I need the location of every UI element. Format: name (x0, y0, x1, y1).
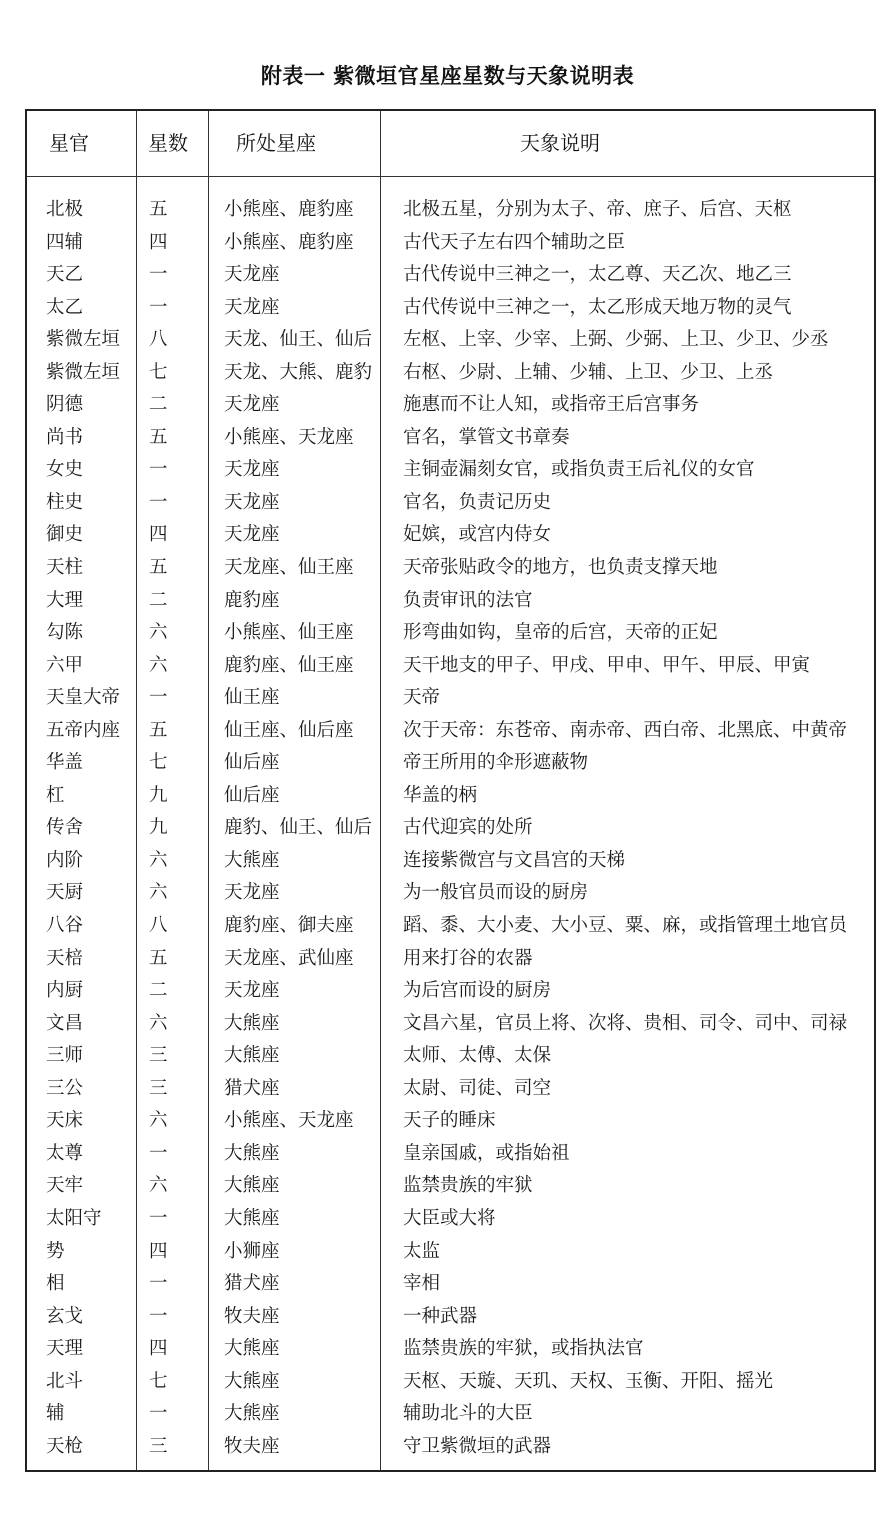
star-official-cell: 天床 (46, 1110, 84, 1132)
star-count-cell: 一 (149, 1207, 168, 1229)
constellation-cell: 天龙、大熊、鹿豹 (224, 361, 373, 383)
star-official-cell: 太尊 (46, 1142, 84, 1164)
constellation-cell: 小熊座、鹿豹座 (224, 231, 354, 253)
star-count-cell: 一 (149, 1305, 168, 1327)
description-cell: 天枢、天璇、天玑、天权、玉衡、开阳、摇光 (403, 1370, 774, 1392)
star-official-cell: 大理 (46, 589, 84, 611)
table-row (27, 389, 874, 422)
star-official-cell: 四辅 (46, 231, 84, 253)
star-count-cell: 六 (149, 849, 168, 871)
star-count-cell: 七 (149, 752, 168, 774)
star-count-cell: 五 (149, 426, 168, 448)
star-official-cell: 天乙 (46, 264, 84, 286)
description-cell: 官名，负责记历史 (403, 491, 552, 513)
table-row (27, 910, 874, 943)
table-row (27, 487, 874, 520)
star-count-cell: 四 (149, 524, 168, 546)
star-official-cell: 阴德 (46, 394, 84, 416)
star-count-cell: 一 (149, 491, 168, 513)
table-row (27, 1170, 874, 1203)
constellation-cell: 天龙座 (224, 980, 280, 1002)
star-official-cell: 势 (46, 1240, 65, 1262)
table-row (27, 975, 874, 1008)
description-cell: 用来打谷的农器 (403, 947, 533, 969)
star-official-cell: 紫微左垣 (46, 329, 121, 351)
description-cell: 天帝张贴政令的地方，也负责支撑天地 (403, 557, 718, 579)
table-row (27, 812, 874, 845)
star-count-cell: 五 (149, 947, 168, 969)
star-count-cell: 一 (149, 1273, 168, 1295)
star-official-cell: 御史 (46, 524, 84, 546)
table-row (27, 1040, 874, 1073)
description-cell: 施惠而不让人知，或指帝王后宫事务 (403, 394, 700, 416)
star-count-cell: 四 (149, 231, 168, 253)
table-row (27, 227, 874, 260)
constellation-cell: 鹿豹座、仙王座 (224, 654, 354, 676)
header-star-official: 星官 (49, 131, 89, 155)
star-official-cell: 辅 (46, 1403, 65, 1425)
star-official-cell: 文昌 (46, 1012, 84, 1034)
constellation-cell: 天龙座 (224, 491, 280, 513)
header-description: 天象说明 (520, 131, 600, 155)
constellation-cell: 牧夫座 (224, 1435, 280, 1457)
star-count-cell: 五 (149, 199, 168, 220)
constellation-cell: 天龙座 (224, 296, 280, 318)
star-count-cell: 六 (149, 882, 168, 904)
star-official-cell: 天柱 (46, 557, 84, 579)
constellation-cell: 大熊座 (224, 1012, 280, 1034)
constellation-cell: 仙王座、仙后座 (224, 719, 354, 741)
constellation-cell: 鹿豹座、御夫座 (224, 915, 354, 937)
star-official-cell: 传舍 (46, 817, 84, 839)
table-row (27, 519, 874, 552)
header-constellation: 所处星座 (236, 131, 316, 155)
star-count-cell: 六 (149, 1110, 168, 1132)
description-cell: 天子的睡床 (403, 1110, 496, 1132)
header-star-count: 星数 (148, 131, 188, 155)
star-count-cell: 八 (149, 329, 168, 351)
star-count-cell: 二 (149, 980, 168, 1002)
description-cell: 辅助北斗的大臣 (403, 1403, 533, 1425)
star-official-cell: 玄戈 (46, 1305, 84, 1327)
star-count-cell: 一 (149, 264, 168, 286)
constellation-cell: 天龙座 (224, 524, 280, 546)
constellation-cell: 天龙座、武仙座 (224, 947, 354, 969)
description-cell: 皇亲国戚，或指始祖 (403, 1142, 570, 1164)
star-count-cell: 六 (149, 1012, 168, 1034)
description-cell: 右枢、少尉、上辅、少辅、上卫、少卫、上丞 (403, 361, 774, 383)
star-official-cell: 三师 (46, 1045, 84, 1067)
description-cell: 天干地支的甲子、甲戌、甲申、甲午、甲辰、甲寅 (403, 654, 811, 676)
star-official-cell: 五帝内座 (46, 719, 121, 741)
description-cell: 太尉、司徒、司空 (403, 1077, 552, 1099)
constellation-cell: 猎犬座 (224, 1273, 280, 1295)
star-count-cell: 四 (149, 1240, 168, 1262)
table-row (27, 845, 874, 878)
description-cell: 天帝 (403, 687, 441, 709)
table-row (27, 747, 874, 780)
constellation-cell: 大熊座 (224, 1045, 280, 1067)
table-row (27, 292, 874, 325)
star-count-cell: 八 (149, 915, 168, 937)
star-official-cell: 北斗 (46, 1370, 84, 1392)
star-official-cell: 三公 (46, 1077, 84, 1099)
constellation-cell: 鹿豹座 (224, 589, 280, 611)
star-official-cell: 天厨 (46, 882, 84, 904)
star-count-cell: 一 (149, 296, 168, 318)
star-official-cell: 太乙 (46, 296, 84, 318)
description-cell: 为后宫而设的厨房 (403, 980, 552, 1002)
table-row (27, 1105, 874, 1138)
star-official-cell: 华盖 (46, 752, 84, 774)
constellation-cell: 大熊座 (224, 1370, 280, 1392)
description-cell: 守卫紫微垣的武器 (403, 1435, 552, 1457)
table-row (27, 1268, 874, 1301)
table-body (27, 194, 874, 1463)
description-cell: 古代传说中三神之一，太乙形成天地万物的灵气 (403, 296, 792, 318)
description-cell: 妃嫔，或宫内侍女 (403, 524, 552, 546)
description-cell: 官名，掌管文书章奏 (403, 426, 570, 448)
star-official-cell: 相 (46, 1273, 65, 1295)
constellation-cell: 大熊座 (224, 1175, 280, 1197)
header-divider (27, 176, 874, 177)
table-row (27, 454, 874, 487)
description-cell: 太监 (403, 1240, 441, 1262)
table-row (27, 422, 874, 455)
description-cell: 负责审讯的法官 (403, 589, 533, 611)
constellation-cell: 天龙座 (224, 394, 280, 416)
constellation-cell: 大熊座 (224, 1338, 280, 1360)
table-row (27, 194, 874, 227)
table-row (27, 357, 874, 390)
star-count-cell: 三 (149, 1077, 168, 1099)
star-count-cell: 三 (149, 1045, 168, 1067)
description-cell: 蹈、黍、大小麦、大小豆、粟、麻，或指管理土地官员 (403, 915, 848, 937)
constellation-cell: 仙王座 (224, 687, 280, 709)
constellation-cell: 小熊座、天龙座 (224, 1110, 354, 1132)
constellation-cell: 天龙座、仙王座 (224, 557, 354, 579)
table-row (27, 1236, 874, 1269)
table-row (27, 1431, 874, 1464)
constellation-cell: 天龙座 (224, 264, 280, 286)
table-title: 附表一 紫微垣官星座星数与天象说明表 (260, 64, 635, 88)
description-cell: 古代迎宾的处所 (403, 817, 533, 839)
constellation-cell: 天龙、仙王、仙后 (224, 329, 373, 351)
star-count-cell: 六 (149, 654, 168, 676)
description-cell: 监禁贵族的牢狱 (403, 1175, 533, 1197)
constellation-cell: 鹿豹、仙王、仙后 (224, 817, 373, 839)
table-row (27, 943, 874, 976)
star-official-cell: 勾陈 (46, 622, 84, 644)
star-count-cell: 七 (149, 361, 168, 383)
star-official-cell: 天皇大帝 (46, 687, 121, 709)
star-official-cell: 天枪 (46, 1435, 84, 1457)
star-count-cell: 二 (149, 589, 168, 611)
table-row (27, 715, 874, 748)
star-official-cell: 天牢 (46, 1175, 84, 1197)
constellation-cell: 大熊座 (224, 1142, 280, 1164)
table-row (27, 1301, 874, 1334)
description-cell: 古代天子左右四个辅助之臣 (403, 231, 626, 253)
star-official-cell: 天理 (46, 1338, 84, 1360)
star-count-cell: 一 (149, 1403, 168, 1425)
star-official-cell: 杠 (46, 784, 65, 806)
description-cell: 一种武器 (403, 1305, 478, 1327)
table-row (27, 780, 874, 813)
table-row (27, 259, 874, 292)
description-cell: 形弯曲如钩，皇帝的后宫，天帝的正妃 (403, 622, 718, 644)
constellation-cell: 牧夫座 (224, 1305, 280, 1327)
constellation-cell: 仙后座 (224, 784, 280, 806)
table-row (27, 682, 874, 715)
star-count-cell: 六 (149, 622, 168, 644)
table-row (27, 650, 874, 683)
description-cell: 左枢、上宰、少宰、上弼、少弼、上卫、少卫、少丞 (403, 329, 829, 351)
description-cell: 连接紫微宫与文昌宫的天梯 (403, 849, 626, 871)
table-row (27, 1203, 874, 1236)
constellation-cell: 猎犬座 (224, 1077, 280, 1099)
star-official-cell: 太阳守 (46, 1207, 102, 1229)
star-count-cell: 四 (149, 1338, 168, 1360)
star-count-cell: 一 (149, 459, 168, 481)
table-row (27, 324, 874, 357)
table-row (27, 1333, 874, 1366)
description-cell: 为一般官员而设的厨房 (403, 882, 589, 904)
star-count-cell: 六 (149, 1175, 168, 1197)
star-official-cell: 女史 (46, 459, 84, 481)
star-count-cell: 五 (149, 557, 168, 579)
table-row (27, 1138, 874, 1171)
star-count-cell: 三 (149, 1435, 168, 1457)
description-cell: 监禁贵族的牢狱，或指执法官 (403, 1338, 644, 1360)
constellation-cell: 仙后座 (224, 752, 280, 774)
table-row (27, 1366, 874, 1399)
star-official-cell: 北极 (46, 199, 84, 220)
description-cell: 太师、太傅、太保 (403, 1045, 552, 1067)
star-table (25, 109, 876, 1472)
table-row (27, 585, 874, 618)
constellation-cell: 小熊座、天龙座 (224, 426, 354, 448)
description-cell: 主铜壶漏刻女官，或指负责王后礼仪的女官 (403, 459, 755, 481)
star-count-cell: 九 (149, 817, 168, 839)
constellation-cell: 小狮座 (224, 1240, 280, 1262)
constellation-cell: 天龙座 (224, 882, 280, 904)
constellation-cell: 天龙座 (224, 459, 280, 481)
constellation-cell: 大熊座 (224, 1207, 280, 1229)
star-count-cell: 一 (149, 1142, 168, 1164)
description-cell: 帝王所用的伞形遮蔽物 (403, 752, 589, 774)
description-cell: 文昌六星，官员上将、次将、贵相、司令、司中、司禄 (403, 1012, 848, 1034)
star-count-cell: 九 (149, 784, 168, 806)
constellation-cell: 大熊座 (224, 849, 280, 871)
description-cell: 次于天帝：东苍帝、南赤帝、西白帝、北黑底、中黄帝 (403, 719, 848, 741)
description-cell: 宰相 (403, 1273, 441, 1295)
description-cell: 北极五星，分别为太子、帝、庶子、后宫、天枢 (403, 199, 792, 220)
table-row (27, 1008, 874, 1041)
description-cell: 古代传说中三神之一，太乙尊、天乙次、地乙三 (403, 264, 792, 286)
star-official-cell: 紫微左垣 (46, 361, 121, 383)
table-row (27, 1073, 874, 1106)
star-count-cell: 二 (149, 394, 168, 416)
constellation-cell: 小熊座、鹿豹座 (224, 199, 354, 220)
star-count-cell: 七 (149, 1370, 168, 1392)
star-official-cell: 八谷 (46, 915, 84, 937)
description-cell: 大臣或大将 (403, 1207, 496, 1229)
star-official-cell: 柱史 (46, 491, 84, 513)
constellation-cell: 大熊座 (224, 1403, 280, 1425)
table-row (27, 617, 874, 650)
constellation-cell: 小熊座、仙王座 (224, 622, 354, 644)
star-count-cell: 五 (149, 719, 168, 741)
star-official-cell: 尚书 (46, 426, 84, 448)
star-official-cell: 天棓 (46, 947, 84, 969)
table-row (27, 877, 874, 910)
star-count-cell: 一 (149, 687, 168, 709)
table-row (27, 552, 874, 585)
description-cell: 华盖的柄 (403, 784, 478, 806)
star-official-cell: 六甲 (46, 654, 84, 676)
star-official-cell: 内阶 (46, 849, 84, 871)
table-row (27, 1398, 874, 1431)
star-official-cell: 内厨 (46, 980, 84, 1002)
